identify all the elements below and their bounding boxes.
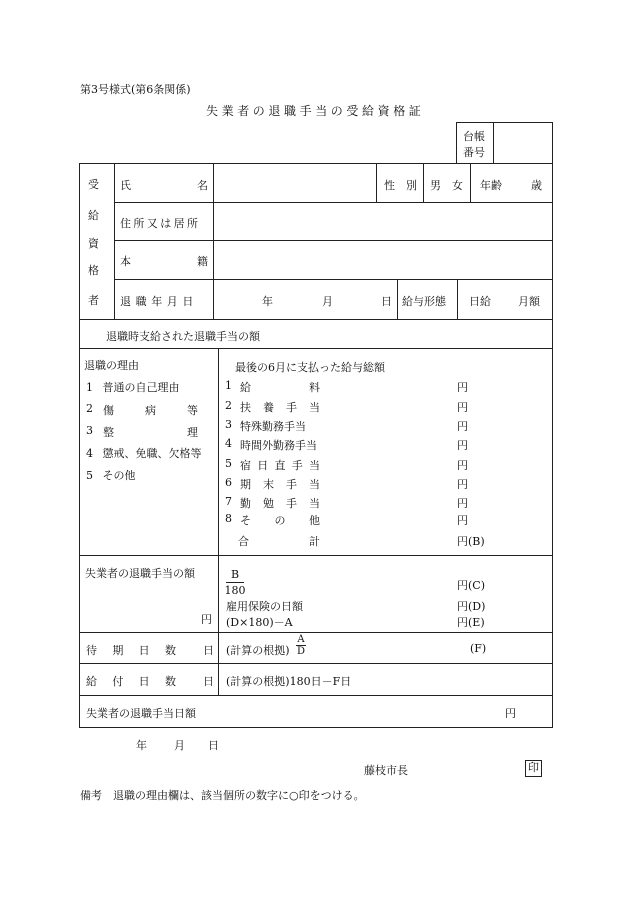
salary-row-number: 2 <box>225 399 232 412</box>
salary-row-unit[interactable]: 円 <box>457 401 468 414</box>
salary-row-number: 5 <box>225 457 232 470</box>
benefit-days-unit[interactable]: 日 <box>203 675 214 688</box>
salary-row-label: 勤 勉 手 当 <box>240 497 320 510</box>
salary-form-label: 給与形態 <box>402 295 446 308</box>
remarks-note: 備考 退職の理由欄は、該当個所の数字に○印をつける。 <box>80 789 365 802</box>
issuer: 藤枝市長 <box>364 764 408 777</box>
retire-year[interactable]: 年 <box>262 295 273 308</box>
benefit-days-label: 給 付 日 数 <box>86 675 176 688</box>
address-field[interactable] <box>217 205 549 237</box>
salary-title: 最後の6月に支払った給与総額 <box>235 361 385 374</box>
salary-row-unit[interactable]: 円 <box>457 381 468 394</box>
a-over-d-fraction: A D <box>296 634 306 657</box>
salary-row-label: 期 末 手 当 <box>240 478 320 491</box>
address-label: 住所又は居所 <box>120 217 201 230</box>
insurance-daily-label: 雇用保険の日額 <box>226 600 303 613</box>
salary-form-monthly[interactable]: 月額 <box>518 295 540 308</box>
seal-mark: 印 <box>525 760 542 777</box>
salary-row-unit[interactable]: 円 <box>457 497 468 510</box>
salary-row-number: 4 <box>225 437 232 450</box>
honseki-label: 本 籍 <box>120 255 208 268</box>
retire-date-label: 退職年月日 <box>120 295 198 308</box>
footer-month[interactable]: 月 <box>174 739 185 752</box>
salary-row-label: 特殊勤務手当 <box>240 420 306 433</box>
salary-row-label: 時間外勤務手当 <box>240 439 317 452</box>
honseki-field[interactable] <box>217 243 549 276</box>
daily-amount-label: 失業者の退職手当日額 <box>86 707 196 720</box>
footer-day[interactable]: 日 <box>208 739 219 752</box>
salary-row-number: 8 <box>225 512 232 525</box>
register-number-label-1: 台帳 <box>463 130 485 143</box>
paid-amount-label: 退職時支給された退職手当の額 <box>106 330 260 343</box>
benefit-days-basis: (計算の根拠)180日－F日 <box>226 675 352 688</box>
name-field[interactable] <box>217 166 373 199</box>
salary-row-label: 給 料 <box>240 381 320 394</box>
reasons-title: 退職の理由 <box>84 359 139 372</box>
salary-row-number: 7 <box>225 495 232 508</box>
salary-row-unit[interactable]: 円 <box>457 420 468 433</box>
paid-amount-field[interactable] <box>300 322 548 346</box>
waiting-days-label: 待 期 日 数 <box>86 644 176 657</box>
salary-total-unit[interactable]: 円(B) <box>457 535 485 548</box>
qualifier-char-3: 資 <box>88 237 99 250</box>
footer-year[interactable]: 年 <box>136 739 147 752</box>
reason-item[interactable]: 3 整 理 <box>86 424 198 439</box>
name-label: 氏 名 <box>120 179 208 192</box>
salary-row-label: 扶 養 手 当 <box>240 401 320 414</box>
salary-row-label: そ の 他 <box>240 514 320 527</box>
salary-row-unit[interactable]: 円 <box>457 478 468 491</box>
unit-e[interactable]: 円(E) <box>457 616 485 629</box>
salary-total-label: 合 計 <box>238 535 320 548</box>
gender-options[interactable]: 男 女 <box>430 179 463 192</box>
salary-row-label: 宿 日 直 手 当 <box>240 459 320 472</box>
reason-item[interactable]: 4 懲戒、免職、欠格等 <box>86 447 202 460</box>
b-over-180-fraction: B 180 <box>224 568 246 597</box>
salary-form-daily[interactable]: 日給 <box>469 295 491 308</box>
waiting-days-basis-label: (計算の根拠) <box>226 644 290 657</box>
qualifier-char-2: 給 <box>88 209 99 222</box>
qualifier-char-1: 受 <box>88 178 99 191</box>
unit-c[interactable]: 円(C) <box>457 579 485 592</box>
waiting-days-mark: (F) <box>470 642 487 655</box>
salary-row-unit[interactable]: 円 <box>457 439 468 452</box>
qualifier-char-4: 格 <box>88 264 99 277</box>
reason-item[interactable]: 2 傷 病 等 <box>86 402 198 417</box>
salary-row-unit[interactable]: 円 <box>457 459 468 472</box>
formula-e: (D×180)－A <box>226 616 293 629</box>
age-field[interactable]: 年齢 歳 <box>480 179 542 192</box>
gender-label: 性 別 <box>384 179 417 192</box>
retire-month[interactable]: 月 <box>322 295 333 308</box>
salary-row-unit[interactable]: 円 <box>457 514 468 527</box>
form-number: 第3号様式(第6条関係) <box>80 83 191 96</box>
register-number-label-2: 番号 <box>463 146 485 159</box>
salary-row-number: 6 <box>225 476 232 489</box>
reason-item[interactable]: 5 その他 <box>86 469 136 482</box>
register-number-field[interactable] <box>497 126 549 160</box>
unemployed-amount-unit[interactable]: 円 <box>201 613 212 626</box>
salary-row-number: 3 <box>225 418 232 431</box>
unemployed-amount-label: 失業者の退職手当の額 <box>85 567 195 580</box>
unit-d[interactable]: 円(D) <box>457 600 486 613</box>
retire-day[interactable]: 日 <box>381 295 392 308</box>
daily-amount-unit[interactable]: 円 <box>505 707 516 720</box>
form-title: 失業者の退職手当の受給資格証 <box>206 104 425 118</box>
waiting-days-unit[interactable]: 日 <box>203 644 214 657</box>
qualifier-char-5: 者 <box>88 294 99 307</box>
reason-item[interactable]: 1 普通の自己理由 <box>86 381 180 394</box>
salary-row-number: 1 <box>225 379 232 392</box>
